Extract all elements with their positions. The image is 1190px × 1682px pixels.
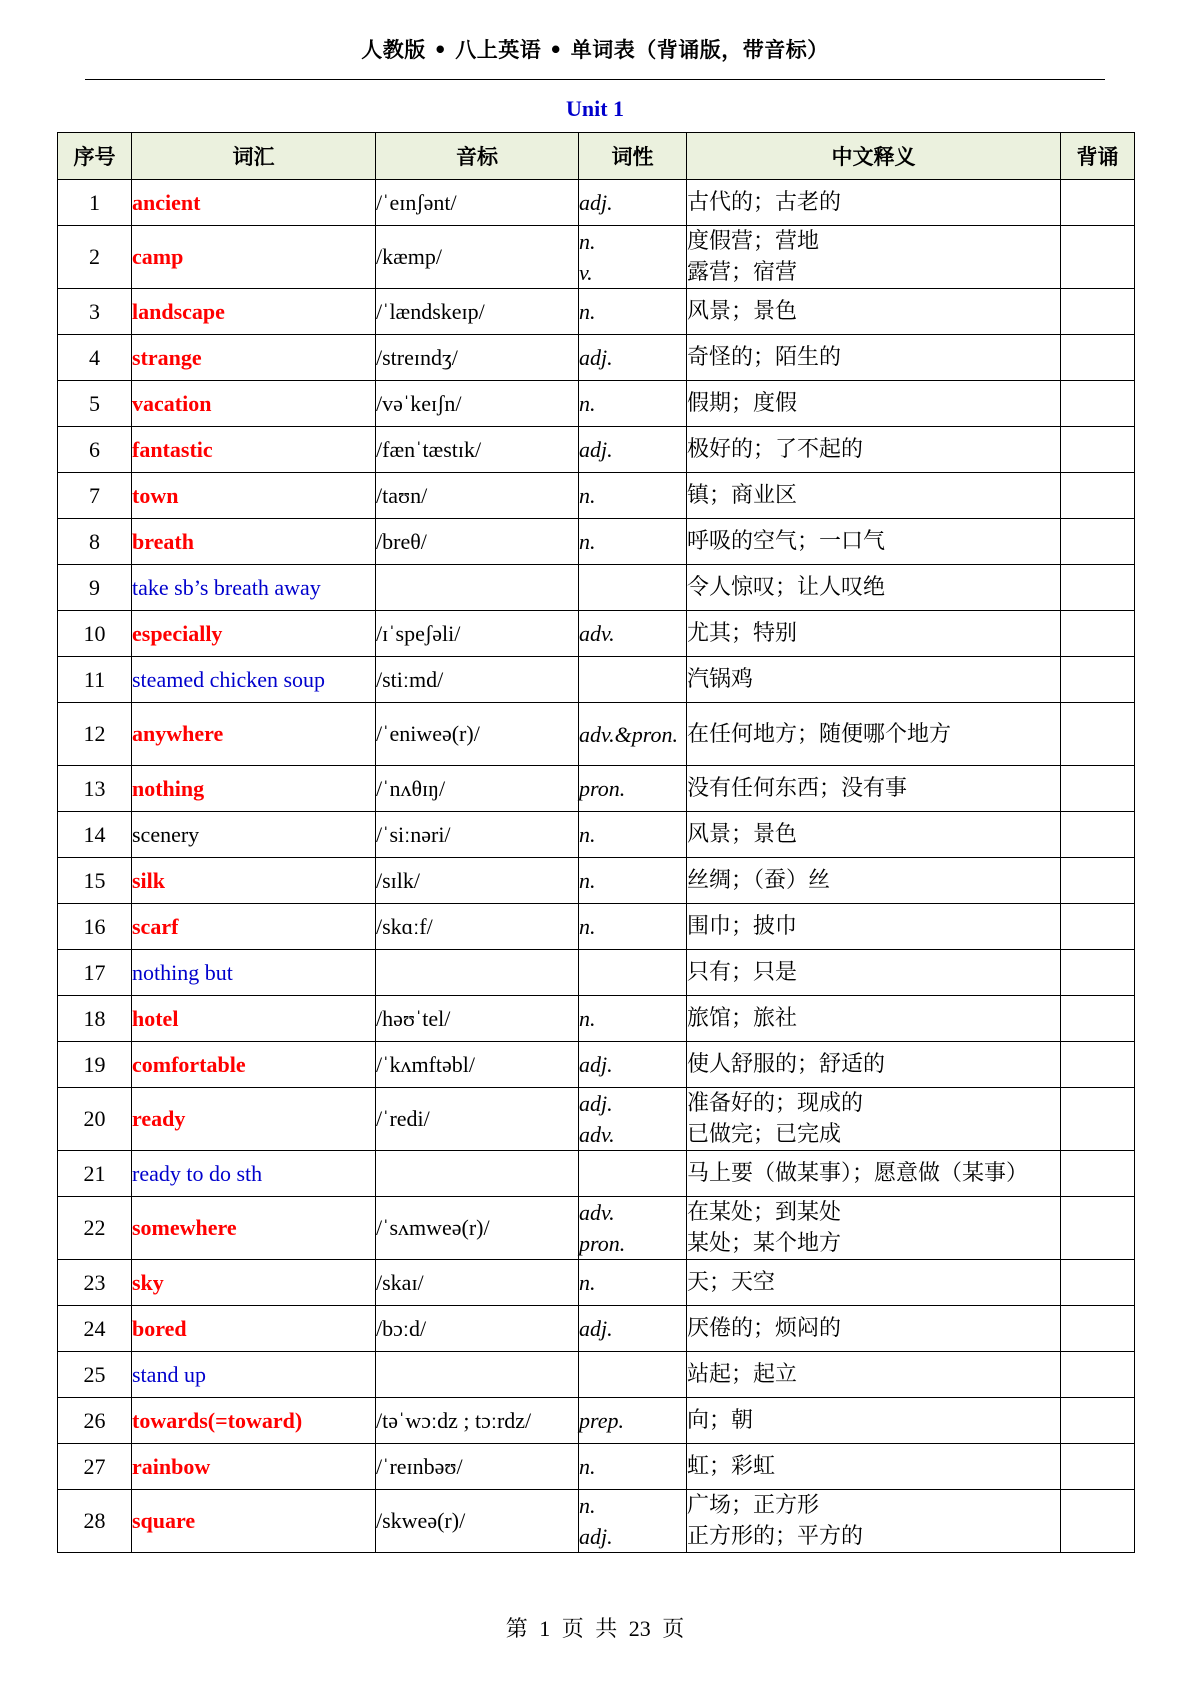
recite-cell xyxy=(1061,1260,1135,1306)
row-number: 25 xyxy=(58,1352,132,1398)
recite-cell xyxy=(1061,1306,1135,1352)
phonetic-cell: /ˈlændskeɪp/ xyxy=(376,289,579,335)
row-number: 19 xyxy=(58,1042,132,1088)
part-of-speech: n. xyxy=(579,299,596,324)
vocab-word: take sb’s breath away xyxy=(132,574,321,600)
phonetic-cell: /təˈwɔːdz ; tɔːrdz/ xyxy=(376,1398,579,1444)
recite-cell xyxy=(1061,1042,1135,1088)
part-of-speech-cell xyxy=(579,180,687,226)
phonetic-cell xyxy=(376,1352,579,1398)
meaning-cell xyxy=(687,996,1061,1042)
recite-cell xyxy=(1061,427,1135,473)
part-of-speech-cell xyxy=(579,950,687,996)
phonetic-cell: /taʊn/ xyxy=(376,473,579,519)
phonetic-cell: /breθ/ xyxy=(376,519,579,565)
table-row xyxy=(58,180,1135,226)
word-cell xyxy=(132,812,376,858)
recite-cell xyxy=(1061,381,1135,427)
row-number: 20 xyxy=(58,1088,132,1151)
phonetic-cell: /kæmp/ xyxy=(376,226,579,289)
part-of-speech: n. xyxy=(579,529,596,554)
header-divider xyxy=(85,79,1105,80)
chinese-meaning: 虹；彩虹 xyxy=(687,1454,776,1479)
meaning-cell xyxy=(687,1398,1061,1444)
part-of-speech: adj. xyxy=(579,1091,613,1116)
table-row xyxy=(58,1151,1135,1197)
word-cell xyxy=(132,519,376,565)
recite-cell xyxy=(1061,812,1135,858)
meaning-cell xyxy=(687,1088,1061,1151)
table-row xyxy=(58,766,1135,812)
meaning-cell xyxy=(687,289,1061,335)
table-body xyxy=(58,180,1135,1553)
chinese-meaning: 镇；商业区 xyxy=(687,483,798,508)
recite-cell xyxy=(1061,473,1135,519)
chinese-meaning: 令人惊叹；让人叹绝 xyxy=(687,575,886,600)
vocab-word: camp xyxy=(132,244,184,269)
word-cell xyxy=(132,473,376,519)
chinese-meaning: 只有；只是 xyxy=(687,960,798,985)
meaning-cell xyxy=(687,180,1061,226)
phonetic-cell: /stiːmd/ xyxy=(376,657,579,703)
word-cell xyxy=(132,226,376,289)
word-cell xyxy=(132,381,376,427)
recite-cell xyxy=(1061,950,1135,996)
word-cell xyxy=(132,858,376,904)
phonetic-cell: /skɑːf/ xyxy=(376,904,579,950)
recite-cell xyxy=(1061,1352,1135,1398)
table-header-row xyxy=(58,133,1135,180)
chinese-meaning: 站起；起立 xyxy=(687,1362,798,1387)
meaning-cell xyxy=(687,657,1061,703)
meaning-cell xyxy=(687,950,1061,996)
chinese-meaning: 厌倦的；烦闷的 xyxy=(687,1316,842,1341)
recite-cell xyxy=(1061,858,1135,904)
recite-cell xyxy=(1061,565,1135,611)
recite-cell xyxy=(1061,703,1135,766)
recite-cell xyxy=(1061,611,1135,657)
chinese-meaning: 风景；景色 xyxy=(687,299,798,324)
meaning-cell xyxy=(687,1260,1061,1306)
chinese-meaning: 极好的；了不起的 xyxy=(687,437,864,462)
row-number: 5 xyxy=(58,381,132,427)
table-row xyxy=(58,812,1135,858)
recite-cell xyxy=(1061,335,1135,381)
recite-cell xyxy=(1061,657,1135,703)
vocab-word: ready to do sth xyxy=(132,1160,263,1186)
row-number: 26 xyxy=(58,1398,132,1444)
chinese-meaning: 使人舒服的；舒适的 xyxy=(687,1052,886,1077)
table-row xyxy=(58,904,1135,950)
table-row xyxy=(58,335,1135,381)
table-row xyxy=(58,1490,1135,1553)
recite-cell xyxy=(1061,226,1135,289)
part-of-speech-cell xyxy=(579,1444,687,1490)
vocab-word: vacation xyxy=(132,390,212,416)
row-number: 17 xyxy=(58,950,132,996)
phonetic-cell: /fænˈtæstɪk/ xyxy=(376,427,579,473)
recite-cell xyxy=(1061,1490,1135,1553)
chinese-meaning: 正方形的；平方的 xyxy=(687,1524,864,1549)
word-cell xyxy=(132,1042,376,1088)
recite-cell xyxy=(1061,1444,1135,1490)
phonetic-cell: /ˈkʌmftəbl/ xyxy=(376,1042,579,1088)
row-number: 23 xyxy=(58,1260,132,1306)
part-of-speech: adj. xyxy=(579,1524,613,1549)
vocab-word: landscape xyxy=(132,298,225,324)
row-number: 10 xyxy=(58,611,132,657)
part-of-speech-cell xyxy=(579,335,687,381)
chinese-meaning: 假期；度假 xyxy=(687,391,798,416)
part-of-speech-cell xyxy=(579,473,687,519)
part-of-speech: n. xyxy=(579,914,596,939)
part-of-speech-cell xyxy=(579,1042,687,1088)
vocab-word: bored xyxy=(132,1315,187,1341)
phonetic-cell xyxy=(376,1151,579,1197)
part-of-speech: adj. xyxy=(579,1052,613,1077)
part-of-speech: n. xyxy=(579,391,596,416)
word-cell xyxy=(132,1490,376,1553)
meaning-cell xyxy=(687,226,1061,289)
word-cell xyxy=(132,1352,376,1398)
part-of-speech-cell xyxy=(579,289,687,335)
vocab-word: ready xyxy=(132,1106,186,1131)
meaning-cell xyxy=(687,1197,1061,1260)
vocab-word: towards(=toward) xyxy=(132,1407,303,1433)
chinese-meaning: 广场；正方形 xyxy=(687,1493,820,1518)
word-cell xyxy=(132,289,376,335)
word-cell xyxy=(132,1151,376,1197)
part-of-speech: pron. xyxy=(579,776,626,801)
vocab-word: especially xyxy=(132,620,223,646)
phonetic-cell: /ˈeɪnʃənt/ xyxy=(376,180,579,226)
meaning-cell xyxy=(687,904,1061,950)
phonetic-cell: /streɪndʒ/ xyxy=(376,335,579,381)
part-of-speech: adj. xyxy=(579,345,613,370)
part-of-speech: adv. xyxy=(579,621,615,646)
phonetic-cell: /skaɪ/ xyxy=(376,1260,579,1306)
phonetic-cell: /ˈsʌmweə(r)/ xyxy=(376,1197,579,1260)
word-cell xyxy=(132,766,376,812)
phonetic-cell: /skweə(r)/ xyxy=(376,1490,579,1553)
row-number: 14 xyxy=(58,812,132,858)
recite-cell xyxy=(1061,996,1135,1042)
row-number: 11 xyxy=(58,657,132,703)
phonetic-cell: /ˈredi/ xyxy=(376,1088,579,1151)
vocab-word: anywhere xyxy=(132,721,224,746)
table-row xyxy=(58,996,1135,1042)
phonetic-cell: /vəˈkeɪʃn/ xyxy=(376,381,579,427)
phonetic-cell: /həʊˈtel/ xyxy=(376,996,579,1042)
table-row xyxy=(58,1398,1135,1444)
meaning-cell xyxy=(687,1306,1061,1352)
row-number: 13 xyxy=(58,766,132,812)
row-number: 21 xyxy=(58,1151,132,1197)
meaning-cell xyxy=(687,766,1061,812)
part-of-speech: adj. xyxy=(579,437,613,462)
vocab-word: silk xyxy=(132,867,166,893)
part-of-speech-cell xyxy=(579,1398,687,1444)
column-header-word: 词汇 xyxy=(132,133,376,180)
vocabulary-table xyxy=(57,132,1135,1553)
meaning-cell xyxy=(687,473,1061,519)
recite-cell xyxy=(1061,1088,1135,1151)
chinese-meaning: 露营；宿营 xyxy=(687,260,798,285)
phonetic-cell xyxy=(376,565,579,611)
part-of-speech-cell xyxy=(579,996,687,1042)
chinese-meaning: 在某处；到某处 xyxy=(687,1200,842,1225)
word-cell xyxy=(132,180,376,226)
vocab-word: sky xyxy=(132,1269,164,1295)
word-cell xyxy=(132,1306,376,1352)
word-cell xyxy=(132,611,376,657)
part-of-speech: n. xyxy=(579,1006,596,1031)
part-of-speech-cell xyxy=(579,1151,687,1197)
part-of-speech: pron. xyxy=(579,1231,626,1256)
chinese-meaning: 古代的；古老的 xyxy=(687,190,842,215)
vocab-word: hotel xyxy=(132,1005,179,1031)
word-cell xyxy=(132,904,376,950)
unit-title: Unit 1 xyxy=(565,96,625,121)
phonetic-cell xyxy=(376,950,579,996)
meaning-cell xyxy=(687,519,1061,565)
table-row xyxy=(58,381,1135,427)
row-number: 4 xyxy=(58,335,132,381)
chinese-meaning: 奇怪的；陌生的 xyxy=(687,345,842,370)
vocab-word: town xyxy=(132,482,179,508)
meaning-cell xyxy=(687,1151,1061,1197)
table-row xyxy=(58,519,1135,565)
recite-cell xyxy=(1061,180,1135,226)
chinese-meaning: 呼吸的空气；一口气 xyxy=(687,529,886,554)
part-of-speech: n. xyxy=(579,483,596,508)
word-cell xyxy=(132,1088,376,1151)
chinese-meaning: 风景；景色 xyxy=(687,822,798,847)
table-row xyxy=(58,1260,1135,1306)
part-of-speech: n. xyxy=(579,822,596,847)
part-of-speech-cell xyxy=(579,519,687,565)
chinese-meaning: 度假营；营地 xyxy=(687,229,820,254)
row-number: 18 xyxy=(58,996,132,1042)
word-cell xyxy=(132,657,376,703)
chinese-meaning: 某处；某个地方 xyxy=(687,1231,842,1256)
vocab-word: scenery xyxy=(132,821,200,847)
recite-cell xyxy=(1061,766,1135,812)
word-cell xyxy=(132,1444,376,1490)
vocab-word: somewhere xyxy=(132,1215,237,1240)
part-of-speech: adj. xyxy=(579,1316,613,1341)
meaning-cell xyxy=(687,1444,1061,1490)
table-row xyxy=(58,427,1135,473)
table-row xyxy=(58,226,1135,289)
word-cell xyxy=(132,1260,376,1306)
part-of-speech: v. xyxy=(579,260,593,285)
chinese-meaning: 汽锅鸡 xyxy=(687,667,754,692)
vocab-word: breath xyxy=(132,528,194,554)
vocab-word: strange xyxy=(132,344,202,370)
vocab-word: ancient xyxy=(132,189,201,215)
vocab-word: scarf xyxy=(132,913,179,939)
part-of-speech-cell xyxy=(579,703,687,766)
row-number: 15 xyxy=(58,858,132,904)
phonetic-cell: /ˈreɪnbəʊ/ xyxy=(376,1444,579,1490)
document-title: 人教版 • 八上英语 • 单词表（背诵版，带音标） xyxy=(361,38,829,62)
part-of-speech: n. xyxy=(579,1454,596,1479)
table-row xyxy=(58,611,1135,657)
part-of-speech: n. xyxy=(579,868,596,893)
phonetic-cell: /bɔːd/ xyxy=(376,1306,579,1352)
word-cell xyxy=(132,950,376,996)
word-cell xyxy=(132,996,376,1042)
chinese-meaning: 丝绸；（蚕）丝 xyxy=(687,868,831,893)
vocab-word: stand up xyxy=(132,1361,206,1387)
vocab-word: square xyxy=(132,1508,196,1533)
row-number: 3 xyxy=(58,289,132,335)
part-of-speech: adv. xyxy=(579,1122,615,1147)
chinese-meaning: 在任何地方；随便哪个地方 xyxy=(687,721,952,747)
row-number: 28 xyxy=(58,1490,132,1553)
table-row xyxy=(58,1444,1135,1490)
column-header-phonetic: 音标 xyxy=(376,133,579,180)
meaning-cell xyxy=(687,381,1061,427)
meaning-cell xyxy=(687,858,1061,904)
chinese-meaning: 已做完；已完成 xyxy=(687,1122,842,1147)
vocab-word: steamed chicken soup xyxy=(132,666,326,692)
part-of-speech-cell xyxy=(579,611,687,657)
part-of-speech: prep. xyxy=(579,1408,625,1433)
part-of-speech: adj. xyxy=(579,190,613,215)
meaning-cell xyxy=(687,1042,1061,1088)
row-number: 8 xyxy=(58,519,132,565)
part-of-speech-cell xyxy=(579,766,687,812)
row-number: 12 xyxy=(58,703,132,766)
meaning-cell xyxy=(687,335,1061,381)
table-row xyxy=(58,289,1135,335)
table-row xyxy=(58,1088,1135,1151)
column-header-chinese-meaning: 中文释义 xyxy=(687,133,1061,180)
recite-cell xyxy=(1061,1151,1135,1197)
word-cell xyxy=(132,565,376,611)
table-row xyxy=(58,703,1135,766)
phonetic-cell: /ˈsiːnəri/ xyxy=(376,812,579,858)
row-number: 16 xyxy=(58,904,132,950)
recite-cell xyxy=(1061,289,1135,335)
chinese-meaning: 马上要（做某事）；愿意做（某事） xyxy=(687,1161,1029,1186)
recite-cell xyxy=(1061,1398,1135,1444)
chinese-meaning: 尤其；特别 xyxy=(687,621,798,646)
part-of-speech-cell xyxy=(579,858,687,904)
vocab-word: nothing but xyxy=(132,959,233,985)
row-number: 27 xyxy=(58,1444,132,1490)
chinese-meaning: 旅馆；旅社 xyxy=(687,1006,798,1031)
part-of-speech-cell xyxy=(579,427,687,473)
table-row xyxy=(58,1042,1135,1088)
chinese-meaning: 向；朝 xyxy=(687,1408,754,1433)
part-of-speech-cell xyxy=(579,226,687,289)
recite-cell xyxy=(1061,904,1135,950)
part-of-speech-cell xyxy=(579,1306,687,1352)
part-of-speech: n. xyxy=(579,1493,596,1518)
meaning-cell xyxy=(687,427,1061,473)
chinese-meaning: 没有任何东西；没有事 xyxy=(687,776,908,801)
chinese-meaning: 准备好的；现成的 xyxy=(687,1091,864,1116)
part-of-speech-cell xyxy=(579,812,687,858)
table-row xyxy=(58,1352,1135,1398)
row-number: 24 xyxy=(58,1306,132,1352)
chinese-meaning: 天；天空 xyxy=(687,1270,776,1295)
phonetic-cell: /ˈnʌθɪŋ/ xyxy=(376,766,579,812)
row-number: 7 xyxy=(58,473,132,519)
vocab-word: fantastic xyxy=(132,436,213,462)
row-number: 9 xyxy=(58,565,132,611)
table-row xyxy=(58,950,1135,996)
phonetic-cell: /sɪlk/ xyxy=(376,858,579,904)
meaning-cell xyxy=(687,703,1061,766)
table-row xyxy=(58,1197,1135,1260)
word-cell xyxy=(132,1197,376,1260)
meaning-cell xyxy=(687,1352,1061,1398)
word-cell xyxy=(132,1398,376,1444)
part-of-speech: adv.&pron. xyxy=(579,721,678,747)
part-of-speech-cell xyxy=(579,381,687,427)
phonetic-cell: /ɪˈspeʃəli/ xyxy=(376,611,579,657)
page-footer: 第 1 页 共 23 页 xyxy=(505,1616,685,1641)
table-row xyxy=(58,473,1135,519)
part-of-speech-cell xyxy=(579,1088,687,1151)
word-cell xyxy=(132,703,376,766)
row-number: 22 xyxy=(58,1197,132,1260)
table-row xyxy=(58,858,1135,904)
part-of-speech: n. xyxy=(579,229,596,254)
meaning-cell xyxy=(687,1490,1061,1553)
part-of-speech: n. xyxy=(579,1270,596,1295)
column-header-recite: 背诵 xyxy=(1061,133,1135,180)
column-header-number: 序号 xyxy=(58,133,132,180)
column-header-part-of-speech: 词性 xyxy=(579,133,687,180)
row-number: 1 xyxy=(58,180,132,226)
vocab-word: rainbow xyxy=(132,1453,211,1479)
phonetic-cell: /ˈeniweə(r)/ xyxy=(376,703,579,766)
part-of-speech-cell xyxy=(579,565,687,611)
recite-cell xyxy=(1061,519,1135,565)
part-of-speech-cell xyxy=(579,1352,687,1398)
table-row xyxy=(58,657,1135,703)
table-row xyxy=(58,1306,1135,1352)
meaning-cell xyxy=(687,611,1061,657)
meaning-cell xyxy=(687,565,1061,611)
meaning-cell xyxy=(687,812,1061,858)
part-of-speech-cell xyxy=(579,1490,687,1553)
row-number: 2 xyxy=(58,226,132,289)
part-of-speech-cell xyxy=(579,904,687,950)
chinese-meaning: 围巾；披巾 xyxy=(687,914,798,939)
table-row xyxy=(58,565,1135,611)
part-of-speech: adv. xyxy=(579,1200,615,1225)
word-cell xyxy=(132,335,376,381)
part-of-speech-cell xyxy=(579,657,687,703)
row-number: 6 xyxy=(58,427,132,473)
part-of-speech-cell xyxy=(579,1260,687,1306)
word-cell xyxy=(132,427,376,473)
vocab-word: nothing xyxy=(132,775,205,801)
vocab-word: comfortable xyxy=(132,1051,246,1077)
recite-cell xyxy=(1061,1197,1135,1260)
part-of-speech-cell xyxy=(579,1197,687,1260)
